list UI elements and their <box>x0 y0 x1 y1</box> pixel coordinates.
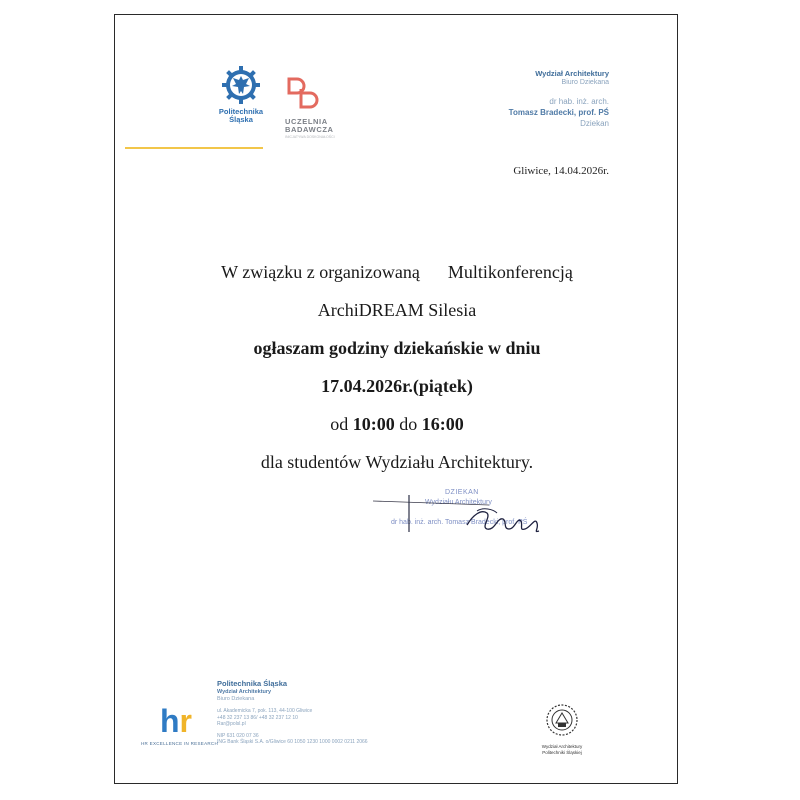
handwritten-signature <box>369 487 559 547</box>
stamp-faculty: Wydziału Architektury <box>425 499 492 506</box>
seal-line2: Politechniki Śląskiej <box>542 750 582 755</box>
footer-email: Rar@polsl.pl <box>217 721 246 727</box>
research-badge-sub: INICJATYWA DOSKONAŁOŚCI <box>285 135 335 139</box>
announcement <box>115 253 679 481</box>
document-page <box>114 14 678 784</box>
footer-bank: ING Bank Śląski S.A. o/Gliwice 60 1050 1230 1000 0002 0211 2066 <box>217 739 368 745</box>
university-name-line2: Śląska <box>229 115 253 124</box>
dean-faculty: Wydział Architektury <box>535 69 609 78</box>
stamp-person: dr hab. inż. arch. Tomasz Bradecki, prof. PŚ <box>391 519 528 526</box>
faculty-seal <box>535 703 589 756</box>
stamp-title: DZIEKAN <box>445 489 479 496</box>
footer-university: Politechnika Śląska <box>217 679 288 688</box>
dean-stamp <box>369 487 559 547</box>
header-divider <box>125 147 263 149</box>
footer-address: ul. Akademicka 7, pok. 113, 44-100 Gliwice <box>217 708 313 714</box>
time-end: 16:00 <box>421 414 464 434</box>
document-date: Gliwice, 14.04.2026r. <box>513 165 609 177</box>
research-badge-icon <box>285 77 319 111</box>
announcement-line-1 <box>115 253 679 291</box>
footer-faculty: Wydział Architektury <box>217 689 272 695</box>
university-name-line1: Politechnika <box>218 107 264 116</box>
hr-logo-icon: hr <box>160 703 192 739</box>
research-badge-line2: BADAWCZA <box>285 125 334 134</box>
hr-excellence-logo <box>141 703 219 746</box>
time-to-label: do <box>399 414 418 434</box>
time-from-label: od <box>330 414 349 434</box>
announcement-line-3: ogłaszam godziny dziekańskie w dniu <box>253 338 541 358</box>
dean-role: Dziekan <box>580 119 609 128</box>
time-start: 10:00 <box>352 414 395 434</box>
research-badge-line1: UCZELNIA <box>285 117 328 126</box>
hr-caption: HR EXCELLENCE IN RESEARCH <box>141 741 219 746</box>
faculty-seal-icon <box>545 703 579 737</box>
research-university-badge <box>285 77 337 139</box>
line1-part-a: W związku z organizowaną <box>221 262 420 282</box>
footer-phone: +48 32 237 13 86/ +48 32 237 12 10 <box>217 714 298 721</box>
seal-line1: Wydział Architektury <box>541 744 583 749</box>
announcement-line-6: dla studentów Wydziału Architektury. <box>260 452 534 472</box>
footer-nip: NIP 631 020 07 36 <box>217 732 259 739</box>
university-logo <box>216 65 266 124</box>
dean-header <box>509 69 609 129</box>
announcement-line-3-wrap <box>115 329 679 367</box>
announcement-line-4: 17.04.2026r.(piątek) <box>321 376 473 396</box>
announcement-line-4-wrap <box>115 367 679 405</box>
dean-name: Tomasz Bradecki, prof. PŚ <box>508 108 609 117</box>
announcement-line-5 <box>115 405 679 443</box>
announcement-line-2: ArchiDREAM Silesia <box>317 300 477 320</box>
dean-title: dr hab. inż. arch. <box>549 97 609 106</box>
gear-eagle-icon <box>221 65 261 105</box>
line1-part-b: Multikonferencją <box>447 262 573 282</box>
footer-contact <box>217 679 368 746</box>
dean-office: Biuro Dziekana <box>561 79 609 86</box>
footer-office: Biuro Dziekana <box>217 696 255 702</box>
